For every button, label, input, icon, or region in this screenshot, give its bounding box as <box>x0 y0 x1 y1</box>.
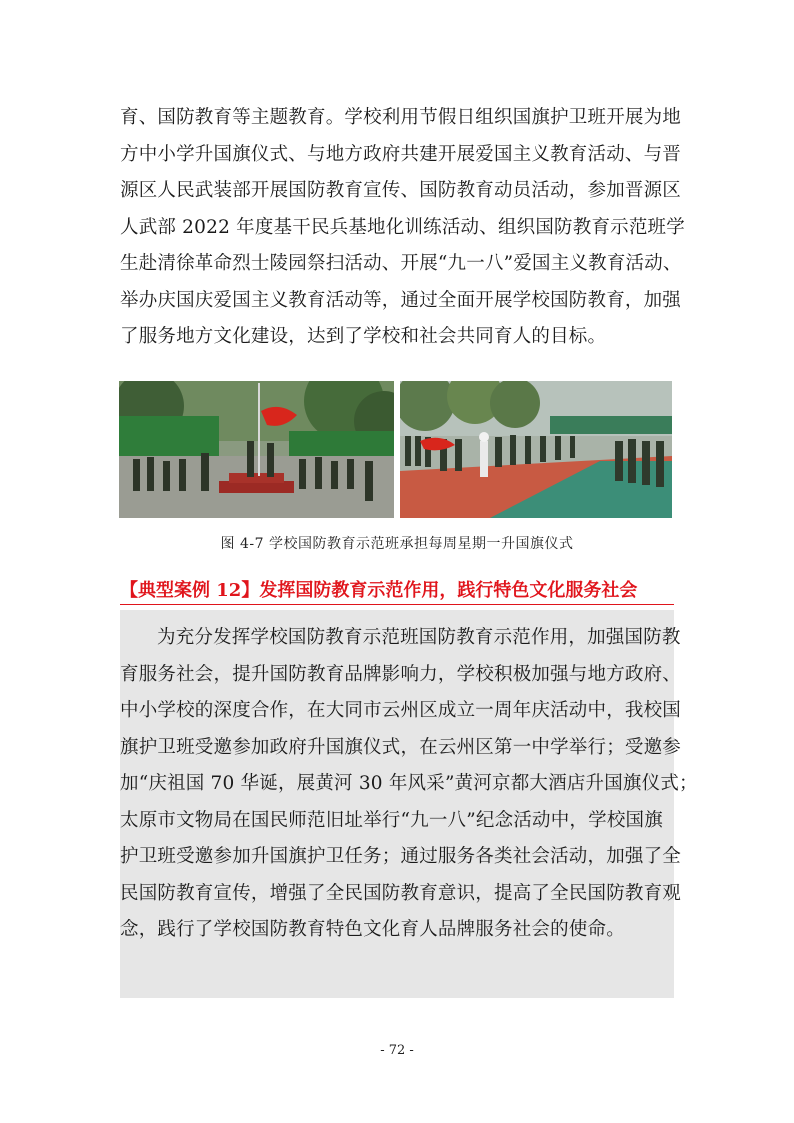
paragraph-line: 举办庆国庆爱国主义教育活动等，通过全面开展学校国防教育，加强 <box>120 289 682 311</box>
paragraph-line: 育、国防教育等主题教育。学校利用节假日组织国旗护卫班开展为地 <box>120 107 682 128</box>
marching-guard-photo <box>400 381 672 518</box>
paragraph-line: 方中小学升国旗仪式、与地方政府共建开展爱国主义教育活动、与晋 <box>120 143 682 165</box>
body-paragraph <box>120 100 685 356</box>
paragraph-line: 念，践行了学校国防教育特色文化育人品牌服务社会的使命。 <box>120 919 625 940</box>
paragraph-line: 旗护卫班受邀参加政府升国旗仪式，在云州区第一中学举行；受邀参 <box>120 736 682 758</box>
paragraph-line: 护卫班受邀参加升国旗护卫任务；通过服务各类社会活动，加强了全 <box>120 846 682 867</box>
paragraph-line: 了服务地方文化建设，达到了学校和社会共同育人的目标。 <box>120 326 607 347</box>
case-paragraph <box>120 620 698 949</box>
flag-raising-photo <box>119 381 394 518</box>
paragraph-line: 源区人民武装部开展国防教育宣传、国防教育动员活动，参加晋源区 <box>120 180 682 201</box>
paragraph-line: 人武部 2022 年度基干民兵基地化训练活动、组织国防教育示范班学 <box>120 216 685 238</box>
paragraph-line: 生赴清徐革命烈士陵园祭扫活动、开展“九一八”爱国主义教育活动、 <box>120 253 682 274</box>
page-number: - 72 - <box>380 1043 414 1058</box>
paragraph-line: 加“庆祖国 70 华诞，展黄河 30 年风采”黄河京都大酒店升国旗仪式； <box>120 773 698 794</box>
paragraph-line: 中小学校的深度合作，在大同市云州区成立一周年庆活动中，我校国 <box>120 700 682 721</box>
paragraph-line: 为充分发挥学校国防教育示范班国防教育示范作用，加强国防教 <box>157 627 681 648</box>
paragraph-line: 民国防教育宣传，增强了全民国防教育意识，提高了全民国防教育观 <box>120 882 682 904</box>
paragraph-line: 育服务社会，提升国防教育品牌影响力，学校积极加强与地方政府、 <box>120 663 682 685</box>
case-title: 【典型案例 12】发挥国防教育示范作用，践行特色文化服务社会 <box>120 576 674 605</box>
paragraph-line: 太原市文物局在国民师范旧址举行“九一八”纪念活动中，学校国旗 <box>120 809 663 831</box>
figure-caption: 图 4-7 学校国防教育示范班承担每周星期一升国旗仪式 <box>220 536 574 552</box>
